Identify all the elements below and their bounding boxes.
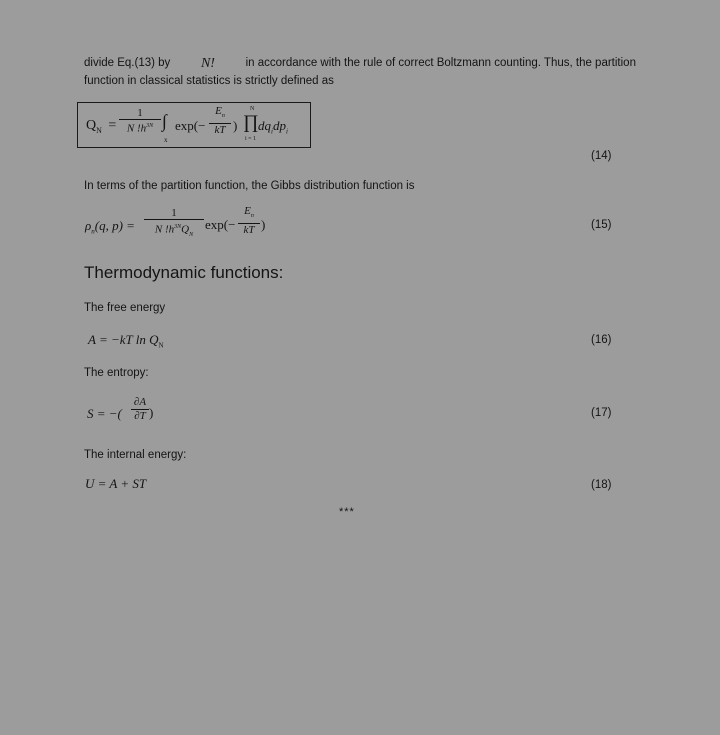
equation-15-number: (15): [591, 219, 612, 231]
equation-16-number: (16): [591, 334, 612, 346]
eq15-frac-den-text: N !h: [154, 223, 175, 236]
intro-line-1: [84, 56, 636, 71]
eq16-text: A = −kT ln Q: [88, 332, 159, 347]
entropy-label: The entropy:: [84, 367, 149, 379]
eq15-e-sub: n: [250, 213, 254, 220]
integral-symbol: ∫: [162, 111, 167, 131]
section-heading: Thermodynamic functions:: [84, 263, 284, 282]
eq17-close: ): [149, 405, 154, 420]
equation-14-box: [77, 102, 311, 148]
internal-energy-label: The internal energy:: [84, 449, 187, 461]
eq14-e-den: kT: [209, 123, 231, 137]
eq15-exp: exp(−: [205, 217, 236, 232]
eq14-frac-den: [119, 119, 161, 136]
eq18-expression: U = A + ST: [85, 476, 147, 491]
eq15-close: ): [261, 217, 266, 232]
eq14-dp-sub: i: [285, 127, 288, 136]
eq14-q-sub: N: [96, 125, 102, 135]
eq17-den: ∂T: [131, 409, 149, 423]
eq14-dq: dq: [258, 118, 271, 133]
eq14-e: E: [215, 105, 222, 117]
eq14-e-sub: n: [221, 113, 225, 120]
eq15-frac-den-q-sub: N: [189, 231, 194, 238]
product-symbol: ∏: [243, 112, 259, 133]
equation-14-number: (14): [591, 150, 612, 162]
product-top: N: [250, 106, 255, 112]
product-bottom: i = 1: [245, 136, 257, 142]
eq15-e: E: [244, 205, 251, 217]
eq14-q: Q: [86, 118, 97, 133]
eq14-fraction: [119, 107, 161, 136]
eq14-differentials: [258, 118, 288, 136]
eq17-num: ∂A: [133, 396, 147, 408]
intro-line-1-after: in accordance with the rule of correct Boltzmann counting. Thus, the partition: [245, 57, 636, 69]
eq17-lhs: S = −(: [87, 406, 122, 421]
eq15-rho-sub: n: [91, 227, 95, 236]
eq15-e-den: kT: [238, 223, 260, 237]
eq14-lhs: [86, 118, 116, 135]
eq15-frac-den-sup: 3N: [174, 224, 182, 230]
eq14-frac-den-text: N !h: [126, 122, 147, 135]
n-factorial-symbol: N!: [200, 56, 215, 71]
eq15-energy-fraction: [238, 205, 260, 237]
intro-line-1-before: divide Eq.(13) by: [84, 57, 171, 69]
eq14-e-num: [209, 105, 231, 123]
eq14-dp: dp: [272, 118, 286, 133]
eq14-energy-fraction: [209, 105, 231, 137]
eq14-frac-den-sup: 3N: [146, 123, 154, 129]
eq15-fraction: [144, 207, 204, 242]
end-marker: ***: [339, 506, 355, 518]
equation-18-number: (18): [591, 479, 612, 491]
eq15-rho: ρ: [85, 218, 92, 233]
eq15-frac-den: [144, 219, 204, 242]
gibbs-intro-text: In terms of the partition function, the Gibbs distribution function is: [84, 180, 415, 192]
eq16-expression: [88, 332, 164, 350]
eq15-frac-den-q: Q: [181, 223, 190, 236]
eq14-frac-num: 1: [137, 107, 143, 119]
eq17-fraction: [131, 396, 149, 423]
integral-subscript: x: [164, 136, 168, 144]
equation-17-number: (17): [591, 407, 612, 419]
eq14-close: ): [233, 118, 238, 133]
eq14-exp: exp(−: [175, 118, 206, 133]
eq15-frac-num: 1: [171, 207, 177, 219]
eq15-args: (q, p) =: [94, 218, 135, 233]
eq14-dq-sub: i: [271, 127, 273, 136]
eq16-sub: N: [158, 341, 164, 350]
intro-line-2: function in classical statistics is strictly defined as: [84, 75, 334, 87]
eq14-equals: =: [108, 118, 117, 133]
intro-paragraph: [84, 56, 636, 89]
eq15-lhs: [85, 218, 135, 236]
eq15-e-num: [238, 205, 260, 223]
free-energy-label: The free energy: [84, 302, 166, 314]
